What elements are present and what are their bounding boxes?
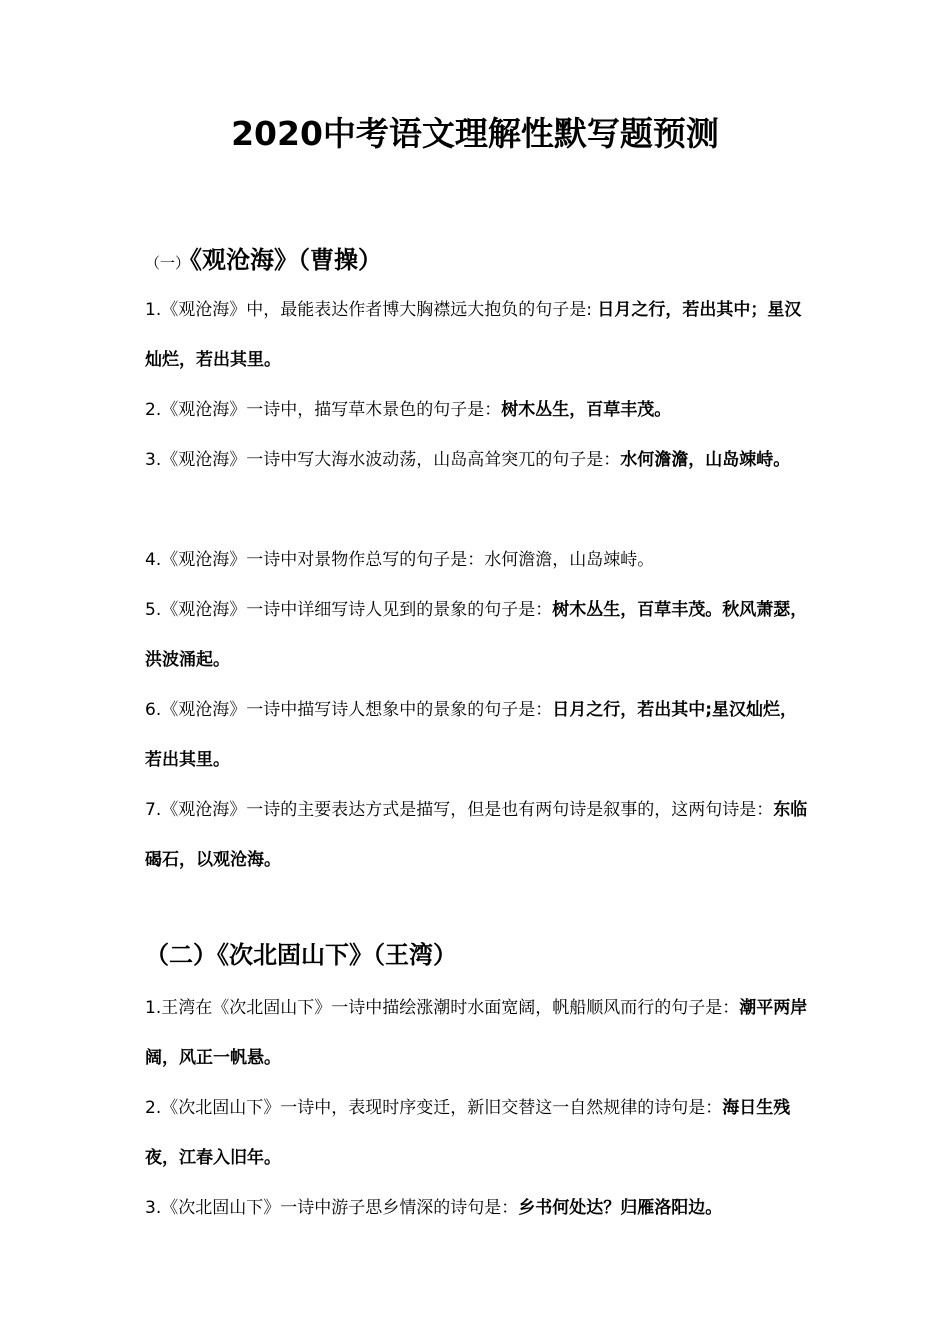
section-number: （一） — [145, 254, 191, 272]
answer-text: 潮平两岸阔，风正一帆悬。 — [145, 998, 808, 1068]
answer-text: 乡书何处达？归雁洛阳边。 — [518, 1198, 723, 1218]
question-text: 1.王湾在《次北固山下》一诗中描绘涨潮时水面宽阔，帆船顺风而行的句子是： — [145, 998, 740, 1018]
question-item — [145, 685, 813, 785]
question-text: 3.《次北固山下》一诗中游子思乡情深的诗句是： — [145, 1198, 519, 1218]
section-heading-1 — [145, 240, 382, 275]
question-text: 4.《观沧海》一诗中对景物作总写的句子是：水何澹澹，山岛竦峙。 — [145, 550, 655, 570]
question-item — [145, 285, 813, 385]
answer-text: 日月之行，若出其中;星汉灿烂，若出其里。 — [145, 700, 798, 770]
section-title: 《次北固山下》（王湾） — [217, 941, 457, 969]
section-title: 《观沧海》（曹操） — [190, 246, 383, 274]
answer-text: 海日生残夜，江春入旧年。 — [145, 1098, 791, 1168]
question-text: 7.《观沧海》一诗的主要表达方式是描写，但是也有两句诗是叙事的，这两句诗是： — [145, 800, 774, 820]
section-heading-2 — [145, 935, 457, 970]
question-item — [145, 785, 813, 885]
section-number: （二） — [145, 941, 217, 969]
question-text: 3.《观沧海》一诗中写大海水波动荡，山岛高耸突兀的句子是： — [145, 450, 621, 470]
question-item — [145, 535, 813, 585]
answer-text: 树木丛生，百草丰茂。秋风萧瑟，洪波涌起。 — [145, 600, 808, 670]
question-item — [145, 385, 813, 435]
question-item — [145, 1183, 813, 1233]
question-text: 5.《观沧海》一诗中详细写诗人见到的景象的句子是： — [145, 600, 553, 620]
answer-text: 树木丛生，百草丰茂。 — [501, 400, 672, 420]
question-item — [145, 1083, 813, 1183]
answer-text: 东临碣石，以观沧海。 — [145, 800, 808, 870]
answer-text: 日月之行，若出其中；星汉灿烂，若出其里。 — [145, 300, 802, 370]
question-text: 6.《观沧海》一诗中描写诗人想象中的景象的句子是： — [145, 700, 553, 720]
question-text: 1.《观沧海》中，最能表达作者博大胸襟远大抱负的句子是: — [145, 300, 598, 320]
question-item — [145, 983, 813, 1083]
question-text: 2.《观沧海》一诗中，描写草木景色的句子是： — [145, 400, 502, 420]
document-title: 2020中考语文理解性默写题预测 — [231, 114, 719, 153]
question-item — [145, 435, 813, 485]
answer-text: 水何澹澹，山岛竦峙。 — [620, 450, 791, 470]
question-text: 2.《次北固山下》一诗中，表现时序变迁，新旧交替这一自然规律的诗句是： — [145, 1098, 723, 1118]
question-item — [145, 585, 813, 685]
